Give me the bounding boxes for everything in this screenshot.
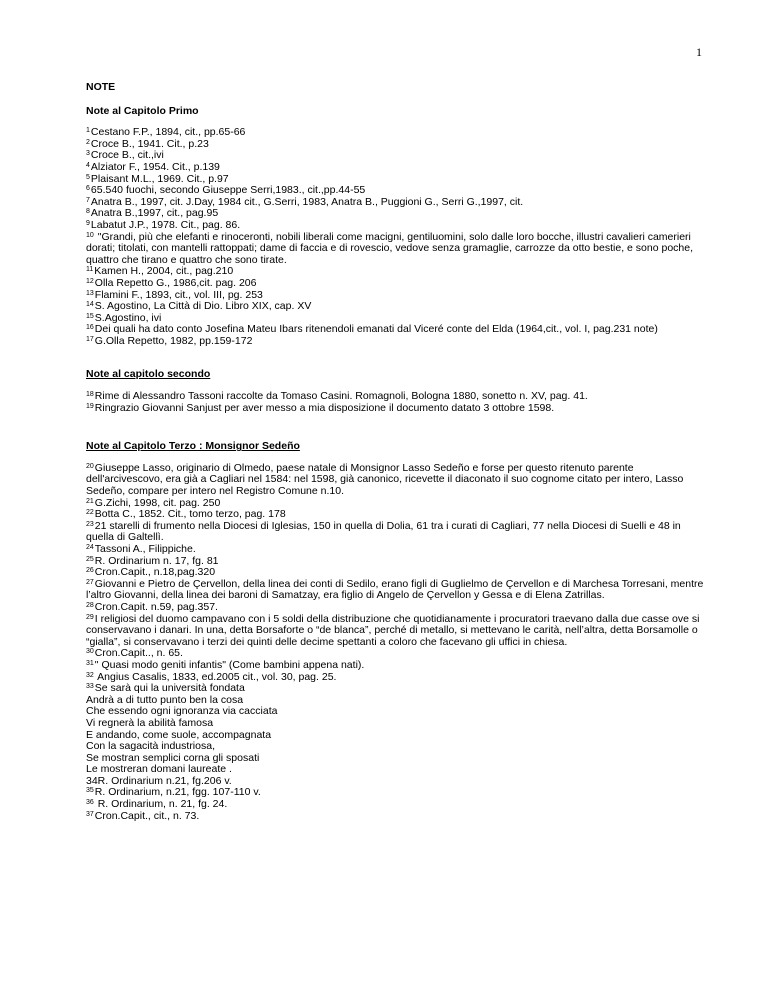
- footnote: [86, 521, 706, 544]
- footnote-text: R. Ordinarium, n.21, fgg. 107-110 v.: [94, 786, 261, 799]
- footnote-text: Alziator F., 1954. Cit., p.139: [90, 160, 220, 173]
- footnote-text: I religiosi del duomo campavano con i 5 soldi della distribuzione che quotidianamente i procuratori traevano dalla due casse ove si conservavano i danari. In una, detta Borsaforte o “de blanca”, perché di metallo, si mettevano le carità, nell’altra, detta Borsamolle o “gialla”, si conservavano i terzi dei quinti delle decime spettanti a coloro che facevano gli uffici in chiesa.: [86, 612, 700, 648]
- footnote-number: 31: [86, 659, 94, 667]
- footnote-text: R. Ordinarium, n. 21, fg. 24.: [94, 798, 228, 811]
- footnote-number: 27: [86, 578, 94, 586]
- footnote-number: 18: [86, 391, 94, 399]
- footnote-text: G.Olla Repetto, 1982, pp.159-172: [94, 334, 253, 347]
- footnote-number: 10: [86, 231, 94, 239]
- document-body: [86, 82, 706, 822]
- footnote-text: Cron.Capit.., n. 65.: [94, 647, 183, 660]
- footnote-text: Ringrazio Giovanni Sanjust per aver messo a mia disposizione il documento datato 3 ottobre 1598.: [94, 401, 555, 414]
- footnote-number: 15: [86, 312, 94, 320]
- footnote-number: 26: [86, 567, 94, 575]
- footnote-number: 6: [86, 185, 90, 193]
- footnote-text: Cron.Capit. n.59, pag.357.: [94, 600, 218, 613]
- page-title: NOTE: [86, 81, 116, 93]
- footnote-text: Tassoni A., Filippiche.: [94, 543, 196, 555]
- footnote: [86, 301, 706, 313]
- footnote-text: S. Agostino, La Città di Dio. Libro XIX, cap. XV: [94, 300, 312, 313]
- footnote-text: Se sarà qui la università fondata: [94, 682, 245, 695]
- footnote-text: Anatra B., 1997, cit. J.Day, 1984 cit., G.Serri, 1983, Anatra B., Puggioni G., Serri G.,1997, cit.: [90, 195, 524, 208]
- footnote-number: 1: [86, 127, 90, 135]
- footnote-number: 30: [86, 648, 94, 656]
- footnote-number: 7: [86, 196, 90, 204]
- footnote-number: 21: [86, 497, 94, 505]
- footnote-text: Giuseppe Lasso, originario di Olmedo, paese natale di Monsignor Lasso Sedeño e forse per questo ritenuto parente dell'arcivescovo, era già a Cagliari nel 1584: nel 1598, già canonico, ricevette il diaconato il suo cognome citato per intero, Lasso Sedeño, compare per intero nel Registro Comune n.10.: [86, 461, 684, 498]
- footnote-number: 3: [86, 150, 90, 158]
- poem-line: Vi regnerà la abilità famosa: [86, 716, 214, 729]
- footnote-text: Rime di Alessandro Tassoni raccolte da Tomaso Casini. Romagnoli, Bologna 1880, sonetto n. XV, pag. 41.: [94, 390, 588, 403]
- footnote-number: 9: [86, 219, 90, 227]
- footnote: [86, 579, 706, 602]
- footnote-number: 5: [86, 173, 90, 181]
- footnote: [86, 683, 706, 695]
- footnote-number: 29: [86, 613, 94, 621]
- footnote-text: R. Ordinarium n. 17, fg. 81: [94, 554, 219, 567]
- footnote-number: 8: [86, 208, 90, 216]
- footnote-text: Labatut J.P., 1978. Cit., pag. 86.: [90, 218, 241, 231]
- footnote: [86, 614, 706, 649]
- footnote-text: Cron.Capit., n.18,pag.320: [94, 566, 216, 579]
- poem-line: Andrà a di tutto punto ben la cosa: [86, 693, 244, 706]
- poem-line: Che essendo ogni ignoranza via cacciata: [86, 705, 278, 718]
- footnote-number: 28: [86, 601, 94, 609]
- footnote-number: 32: [86, 671, 94, 679]
- footnote-text: Cestano F.P., 1894, cit., pp.65-66: [90, 126, 246, 139]
- footnote-number: 36: [86, 799, 94, 807]
- footnote-text: Giovanni e Pietro de Çervellon, della linea dei conti di Sedilo, erano figli di Guglielmo de Çervellon e di Marchesa Torresani, mentre l’altro Giovanni, della linea dei baroni di Samatzay, era figlio di Angelo de Çervellon y Gessa e di Elena Zatrillas.: [86, 577, 704, 602]
- footnote-number: 13: [86, 289, 94, 297]
- footnote: [86, 139, 706, 151]
- footnote-text: Kamen H., 2004, cit., pag.210: [94, 265, 234, 278]
- notes-list-chapter-1: [86, 127, 706, 347]
- footnote-text: 21 starelli di frumento nella Diocesi di Iglesias, 150 in quella di Dolia, 61 tra i curati di Cagliari, 77 nella Diocesi di Suelli e 48 in quella di Galtellì.: [86, 519, 681, 544]
- footnote-text: "Grandi, più che elefanti e rinoceronti, nobili liberali come macigni, gentiluomini, solo dalle loro bocche, illustri cavalieri camerieri dorati; titolati, con mantelli rattoppati; dame di faccia e di rovescio, vedove senza gramaglie, carrozze da otto bestie, e sono poche, quattro che tirano e quattro che sono tirate.: [86, 230, 694, 266]
- footnote-text: Croce B., 1941. Cit., p.23: [90, 137, 209, 150]
- footnote-number: 22: [86, 509, 94, 517]
- footnote-number: 2: [86, 138, 90, 146]
- footnote: [86, 811, 706, 823]
- section-heading-chapter-2: Note al capitolo secondo: [86, 368, 211, 381]
- footnote-text: G.Zichi, 1998, cit. pag. 250: [94, 496, 221, 509]
- footnote-number: 16: [86, 324, 94, 332]
- footnote-number: 25: [86, 555, 94, 563]
- poem-line: E andando, come suole, accompagnata: [86, 728, 272, 741]
- footnote-text: 65.540 fuochi, secondo Giuseppe Serri,1983., cit.,pp.44-55: [90, 184, 366, 197]
- footnote-number: 11: [86, 266, 94, 274]
- poem-line: Con la sagacità industriosa,: [86, 740, 215, 753]
- notes-list-chapter-3-tail: [86, 787, 706, 822]
- footnote: [86, 403, 706, 415]
- poem-line: Se mostran semplici corna gli sposati: [86, 751, 260, 764]
- footnote-number: 14: [86, 301, 94, 309]
- footnote: [86, 463, 706, 498]
- footnote: [86, 336, 706, 348]
- section-heading-chapter-1: Note al Capitolo Primo: [86, 104, 199, 117]
- section-heading-chapter-3: Note al Capitolo Terzo : Monsignor Sedeño: [86, 440, 300, 453]
- footnote-text: Plaisant M.L., 1969. Cit., p.97: [90, 172, 229, 185]
- notes-list-chapter-2: [86, 391, 706, 414]
- footnote-text: Dei quali ha dato conto Josefina Mateu Ibars ritenendoli emanati dal Viceré conte del Elda (1964,cit., vol. I, pag.231 note): [94, 323, 658, 336]
- page-number: 1: [696, 45, 702, 59]
- footnote-text: Cron.Capit., cit., n. 73.: [94, 809, 200, 822]
- footnote-number: 23: [86, 520, 94, 528]
- footnote-number: 4: [86, 161, 90, 169]
- footnote-text: " Quasi modo geniti infantis" (Come bambini appena nati).: [94, 658, 365, 671]
- footnote-text: Anatra B.,1997, cit., pag.95: [90, 207, 219, 220]
- footnote-number: 12: [86, 277, 94, 285]
- footnote-number: 33: [86, 683, 94, 691]
- footnote-text: Flamini F., 1893, cit., vol. III, pg. 253: [94, 288, 263, 301]
- footnote-number: 24: [86, 544, 94, 551]
- footnote-text: Angius Casalis, 1833, ed.2005 cit., vol. 30, pag. 25.: [94, 670, 337, 683]
- footnote-number: 20: [86, 462, 94, 470]
- footnote: [86, 232, 706, 267]
- footnote-number: 17: [86, 335, 94, 343]
- poem-block: [86, 695, 706, 776]
- footnote-text: Botta C., 1852. Cit., tomo terzo, pag. 178: [94, 508, 286, 521]
- footnote-text: Olla Repetto G., 1986,cit. pag. 206: [94, 276, 257, 289]
- poem-line: Le mostreran domani laureate .: [86, 763, 232, 776]
- footnote-text: Croce B., cit.,ivi: [90, 149, 164, 162]
- note-34: 34R. Ordinarium n.21, fg.206 v.: [86, 774, 232, 787]
- footnote-text: S.Agostino, ivi: [94, 311, 162, 324]
- footnote-number: 37: [86, 810, 94, 818]
- footnote-number: 19: [86, 402, 94, 410]
- footnote-number: 35: [86, 787, 94, 795]
- notes-list-chapter-3: [86, 463, 706, 695]
